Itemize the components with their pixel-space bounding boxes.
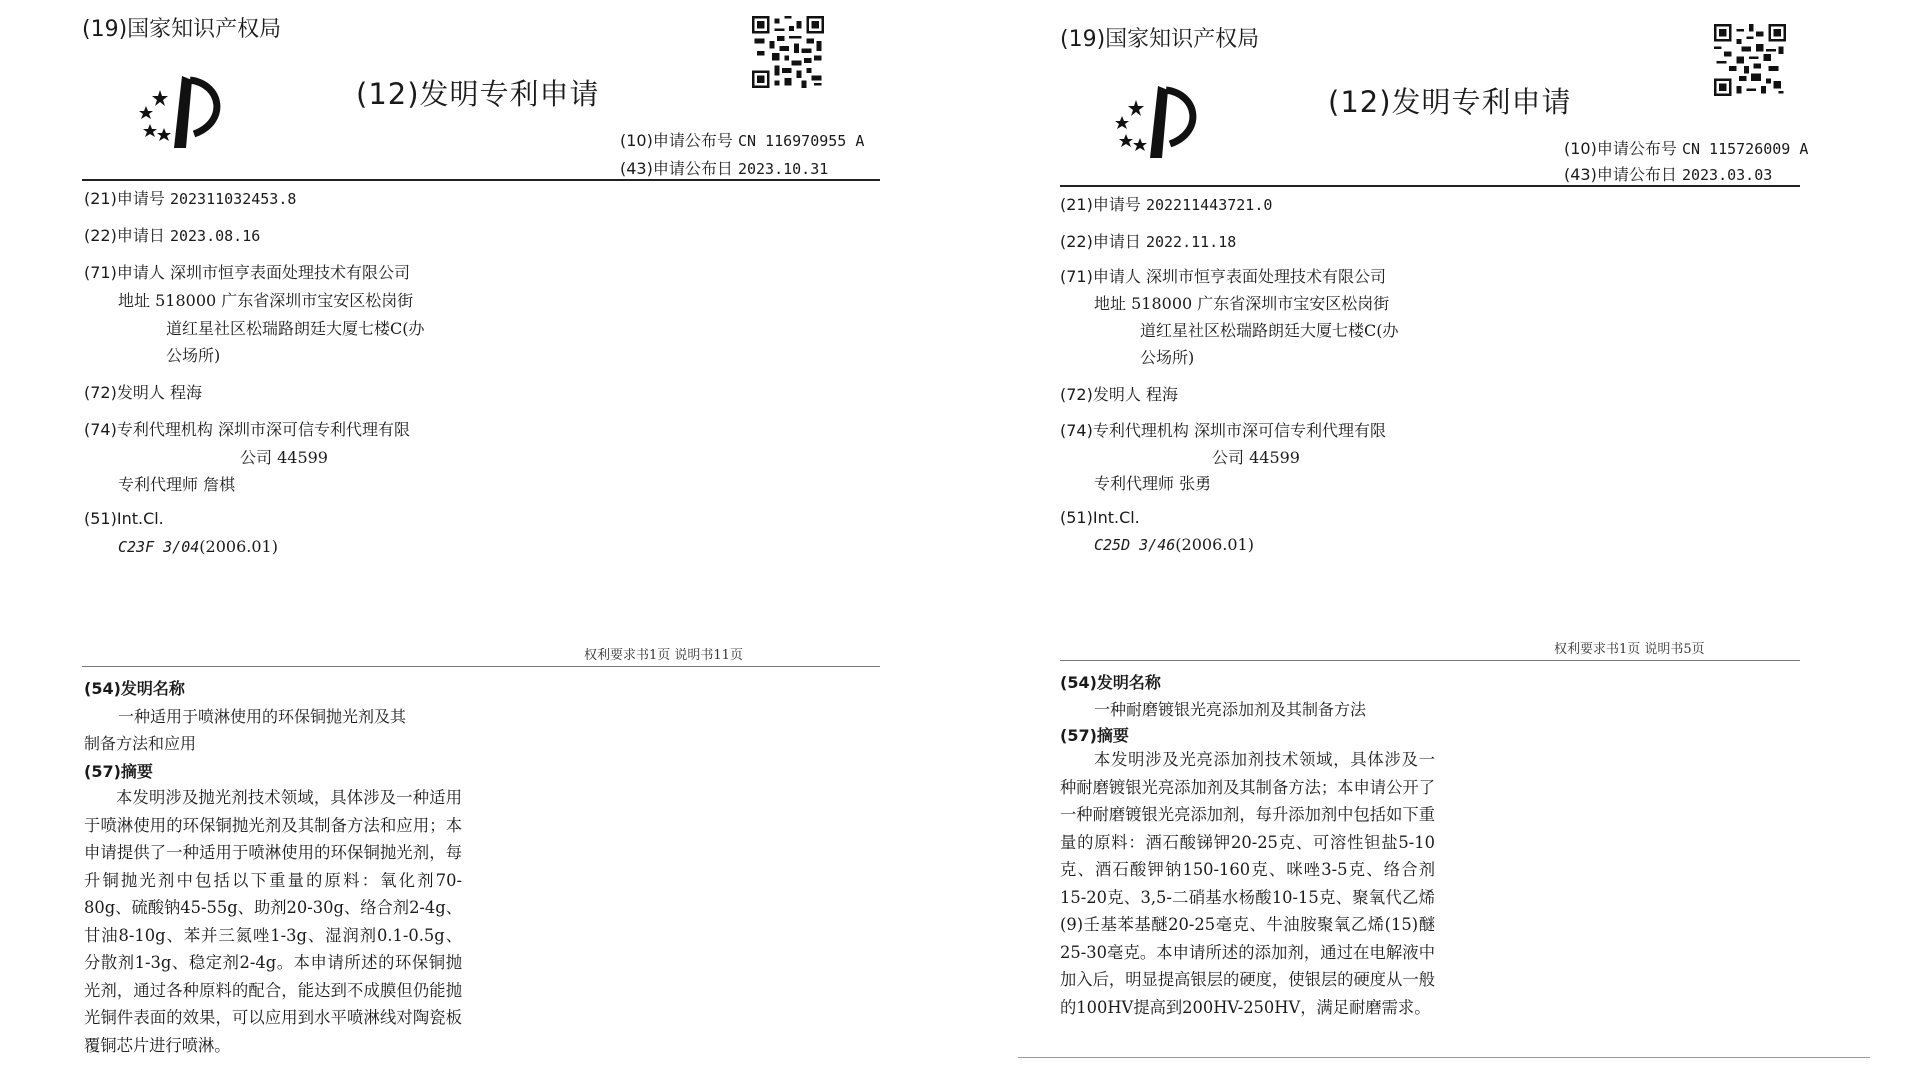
page-bottom-rule: [1018, 1057, 1870, 1058]
filing-date: (22)申请日 2022.11.18: [1060, 232, 1237, 251]
invention-title-line-1: 一种适用于喷淋使用的环保铜抛光剂及其: [118, 707, 407, 726]
header-rule: [82, 179, 880, 181]
publication-date-label: (43)申请公布日: [620, 159, 733, 178]
patent-agency: (74)专利代理机构 深圳市深可信专利代理有限: [84, 420, 410, 439]
publication-number-value: CN 115726009 A: [1681, 140, 1809, 158]
address-line-3: 公场所): [166, 346, 221, 365]
office-name: (19)国家知识产权局: [82, 17, 282, 42]
address-line-3: 公场所): [1140, 348, 1195, 367]
inventor: (72)发明人 程海: [1060, 385, 1178, 404]
abstract-text: 本发明涉及抛光剂技术领域，具体涉及一种适用于喷淋使用的环保铜抛光剂及其制备方法和应用；本申请提供了一种适用于喷淋使用的环保铜抛光剂，每升铜抛光剂中包括以下重量的原料：氧化剂70-80g、硫酸钠45-55g、助剂20-30g、络合剂2-4g、甘油8-10g、苯并三氮唑1-3g、湿润剂0.1-0.5g、分散剂1-3g、稳定剂2-4g。本申请所述的环保铜抛光剂，通过各种原料的配合，能达到不成膜但仍能抛光铜件表面的效果，可以应用到水平喷淋线对陶瓷板覆铜芯片进行喷淋。: [84, 788, 462, 1055]
publication-number-label: (10)申请公布号: [1564, 139, 1677, 158]
cnipa-logo-icon: [130, 70, 226, 154]
invention-title-label: (54)发明名称: [1060, 673, 1161, 692]
page-count-note: 权利要求书1页 说明书11页: [584, 648, 743, 663]
filing-date: (22)申请日 2023.08.16: [84, 226, 261, 245]
qr-code-icon: [752, 16, 824, 88]
inventor: (72)发明人 程海: [84, 383, 202, 402]
int-cl-label: (51)Int.Cl.: [84, 509, 164, 528]
document-type-title: (12)发明专利申请: [1328, 85, 1572, 119]
section-rule: [82, 666, 880, 667]
publication-date: [1564, 162, 1772, 185]
publication-date: [620, 156, 828, 179]
qr-code-icon: [1714, 24, 1786, 96]
ipc-classification: C25D 3/46(2006.01): [1094, 535, 1254, 554]
invention-title-line-2: 制备方法和应用: [84, 734, 197, 753]
patent-agency-line-2: 公司 44599: [1212, 448, 1300, 467]
abstract-label: (57)摘要: [84, 762, 153, 781]
publication-date-label: (43)申请公布日: [1564, 165, 1677, 184]
publication-number: [620, 128, 864, 151]
patent-agency-line-2: 公司 44599: [240, 448, 328, 467]
patent-agency: (74)专利代理机构 深圳市深可信专利代理有限: [1060, 421, 1386, 440]
address: 地址 518000 广东省深圳市宝安区松岗街: [1094, 294, 1390, 313]
patent-agent: 专利代理师 张勇: [1094, 474, 1212, 493]
publication-number-value: CN 116970955 A: [737, 132, 865, 150]
abstract-label: (57)摘要: [1060, 726, 1129, 745]
publication-number-label: (10)申请公布号: [620, 131, 733, 150]
applicant: (71)申请人 深圳市恒亨表面处理技术有限公司: [84, 263, 410, 282]
application-number: (21)申请号 202211443721.0: [1060, 195, 1273, 214]
section-rule: [1060, 660, 1800, 661]
abstract-text: 本发明涉及光亮添加剂技术领域，具体涉及一种耐磨镀银光亮添加剂及其制备方法；本申请公开了一种耐磨镀银光亮添加剂，每升添加剂中包括如下重量的原料：酒石酸锑钾20-25克、可溶性钽盐5-10克、酒石酸钾钠150-160克、咪唑3-5克、络合剂15-20克、3,5-二硝基水杨酸10-15克、聚氧代乙烯(9)壬基苯基醚20-25毫克、牛油胺聚氧乙烯(15)醚25-30毫克。本申请所述的添加剂，通过在电解液中加入后，明显提高银层的硬度，使银层的硬度从一般的100HV提高到200HV-250HV，满足耐磨需求。: [1060, 750, 1435, 1017]
publication-number: [1564, 136, 1808, 159]
header-rule: [1060, 185, 1800, 187]
publication-date-value: 2023.03.03: [1681, 166, 1773, 184]
invention-title-label: (54)发明名称: [84, 679, 185, 698]
address: 地址 518000 广东省深圳市宝安区松岗街: [118, 291, 414, 310]
cnipa-logo-icon: [1106, 80, 1202, 164]
int-cl-label: (51)Int.Cl.: [1060, 508, 1140, 527]
document-type-title: (12)发明专利申请: [356, 77, 600, 111]
office-name: (19)国家知识产权局: [1060, 27, 1260, 52]
publication-date-value: 2023.10.31: [737, 160, 829, 178]
address-line-2: 道红星社区松瑞路朗廷大厦七楼C(办: [1140, 321, 1399, 340]
patent-page-right: [960, 0, 1920, 1080]
page-count-note: 权利要求书1页 说明书5页: [1554, 642, 1705, 657]
ipc-classification: C23F 3/04(2006.01): [118, 537, 278, 556]
applicant: (71)申请人 深圳市恒亨表面处理技术有限公司: [1060, 267, 1386, 286]
patent-agent: 专利代理师 詹棋: [118, 475, 236, 494]
invention-title-line-1: 一种耐磨镀银光亮添加剂及其制备方法: [1094, 700, 1367, 719]
address-line-2: 道红星社区松瑞路朗廷大厦七楼C(办: [166, 319, 425, 338]
application-number: (21)申请号 202311032453.8: [84, 189, 297, 208]
